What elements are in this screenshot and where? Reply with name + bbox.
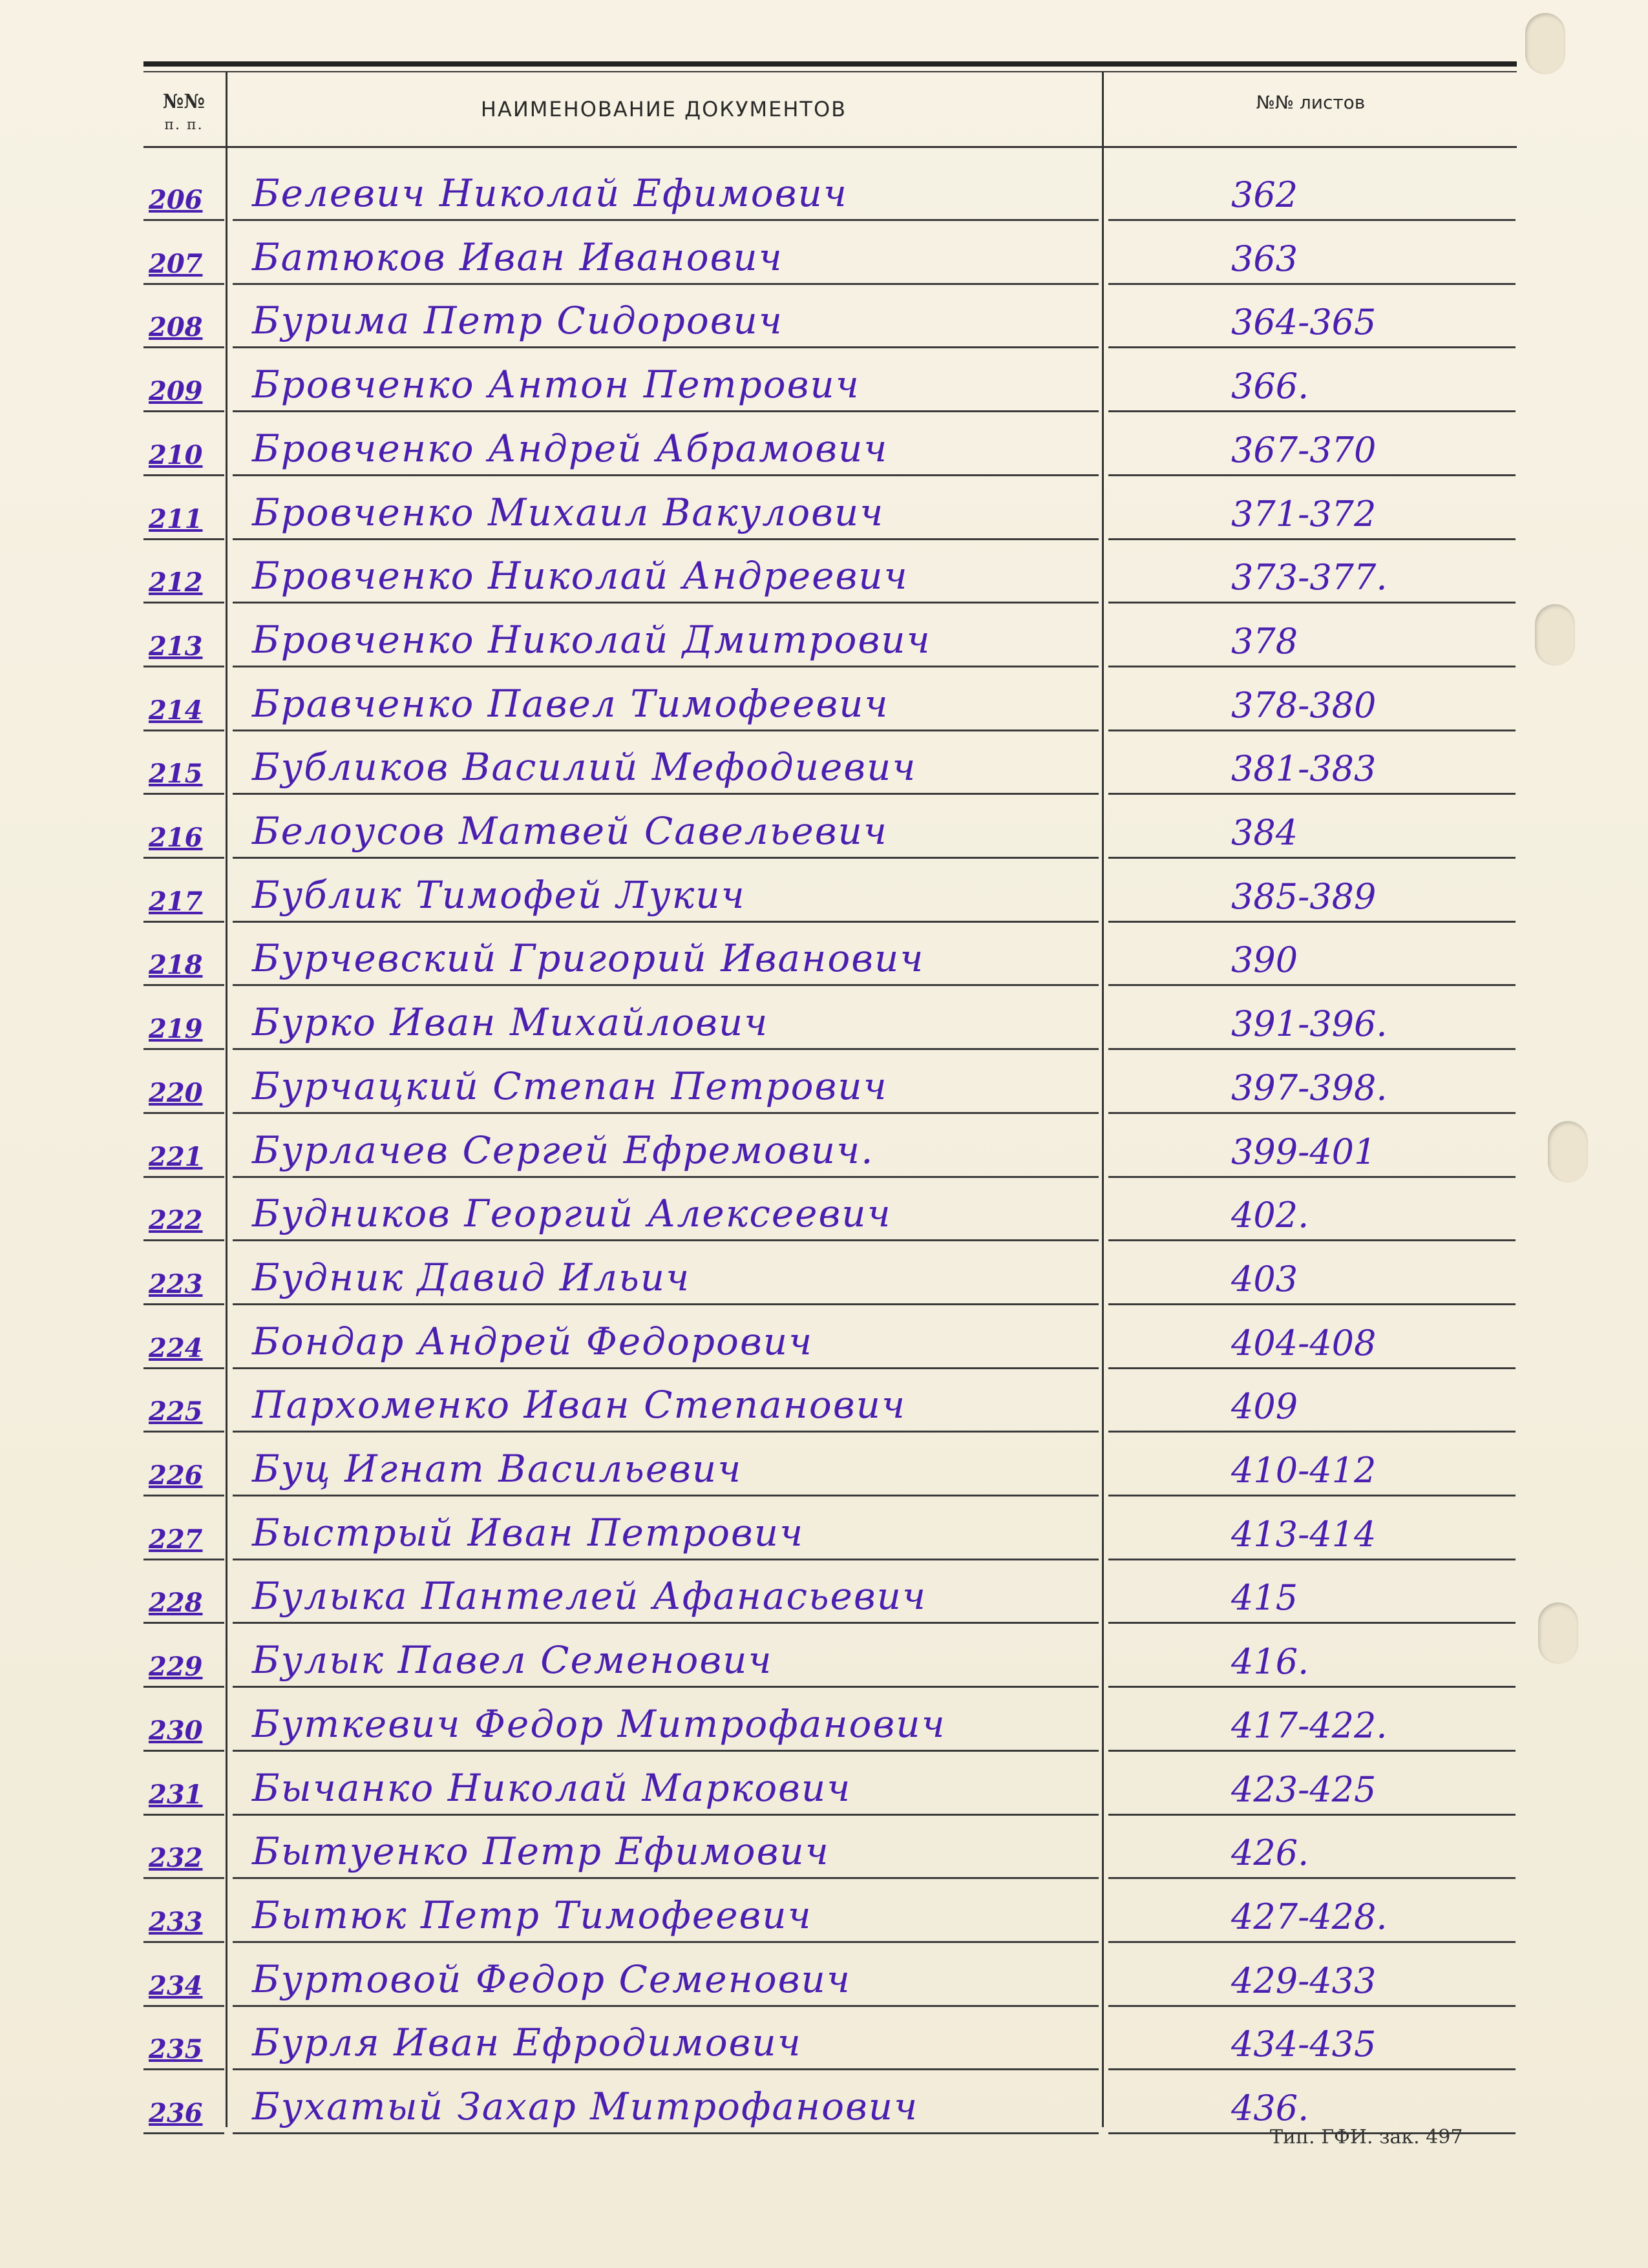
document-name-text: Бытюк Петр Тимофеевич (252, 1893, 812, 1937)
punch-hole (1538, 1602, 1578, 1664)
row-number (143, 1500, 224, 1560)
sheet-numbers-text: 385-389 (1231, 876, 1377, 917)
sheet-numbers-text: 366. (1231, 366, 1309, 407)
row-number (143, 1372, 224, 1433)
header-title-column: НАИМЕНОВАНИЕ ДОКУМЕНТОВ (480, 97, 847, 121)
list-row (0, 155, 1648, 227)
sheet-numbers (1108, 225, 1516, 285)
header-sheets-column: №№ листов (1256, 92, 1366, 113)
row-number (143, 1756, 224, 1816)
sheet-numbers (1108, 1118, 1516, 1178)
row-number-text: 225 (149, 1396, 203, 1427)
sheet-numbers-text: 378 (1231, 620, 1298, 662)
sheet-numbers (1108, 1947, 1516, 2007)
row-number (143, 1054, 224, 1114)
list-row (0, 1175, 1648, 1248)
row-number-text: 212 (149, 567, 203, 598)
row-number-text: 231 (149, 1779, 203, 1810)
row-number (143, 1436, 224, 1496)
document-name (233, 607, 1099, 667)
list-row (0, 1877, 1648, 1949)
document-name (233, 543, 1099, 604)
document-name-text: Бубликов Василий Мефодиевич (252, 745, 917, 790)
document-name-text: Бурко Иван Михайлович (252, 1000, 769, 1045)
sheet-numbers-text: 426. (1231, 1832, 1309, 1874)
sheet-numbers (1108, 1628, 1516, 1688)
list-row (0, 1048, 1648, 1120)
header-number-label: №№ (162, 90, 206, 113)
list-row (0, 666, 1648, 738)
row-number (143, 1947, 224, 2007)
sheet-numbers-text: 378-380 (1231, 684, 1377, 726)
document-name (233, 671, 1099, 731)
top-rule-thin (143, 71, 1517, 72)
row-number-text: 206 (149, 185, 203, 215)
list-row (0, 2004, 1648, 2077)
document-name-text: Бурчацкий Степан Петрович (252, 1064, 888, 1108)
document-name-text: Буц Игнат Васильевич (252, 1447, 743, 1491)
sheet-numbers-text: 367-370 (1231, 429, 1377, 470)
row-number (143, 2010, 224, 2070)
document-name-text: Будник Давид Ильич (252, 1255, 691, 1299)
document-name (233, 225, 1099, 285)
row-number (143, 735, 224, 795)
row-number-text: 230 (149, 1715, 203, 1746)
row-number (143, 671, 224, 731)
document-name-text: Белоусов Матвей Савельевич (252, 809, 888, 853)
document-name (233, 480, 1099, 540)
list-row (0, 1112, 1648, 1184)
document-name (233, 735, 1099, 795)
sheet-numbers (1108, 1500, 1516, 1560)
sheet-numbers (1108, 1181, 1516, 1241)
document-name (233, 1947, 1099, 2007)
document-name-text: Пархоменко Иван Степанович (252, 1383, 907, 1427)
row-number (143, 2074, 224, 2134)
sheet-numbers-text: 364-365 (1231, 302, 1377, 343)
sheet-numbers (1108, 1054, 1516, 1114)
list-row (0, 1367, 1648, 1439)
sheet-numbers (1108, 1372, 1516, 1433)
punch-hole (1525, 13, 1565, 74)
document-name (233, 1181, 1099, 1241)
document-name-text: Булыка Пантелей Афанасьевич (252, 1574, 927, 1619)
document-name-text: Бондар Андрей Федорович (252, 1319, 814, 1363)
document-name-text: Бурля Иван Ефродимович (252, 2021, 802, 2065)
sheet-numbers (1108, 799, 1516, 859)
sheet-numbers-text: 427-428. (1231, 1896, 1388, 1937)
header-rule (143, 146, 1517, 148)
document-name-text: Бровченко Михаил Вакулович (252, 490, 885, 534)
row-number-text: 223 (149, 1268, 203, 1299)
sheet-numbers (1108, 990, 1516, 1050)
document-name (233, 2010, 1099, 2070)
document-name (233, 926, 1099, 986)
row-number-text: 219 (149, 1014, 203, 1045)
row-number-text: 234 (149, 1970, 203, 2001)
sheet-numbers (1108, 1245, 1516, 1305)
top-rule (143, 61, 1517, 67)
row-number-text: 222 (149, 1205, 203, 1236)
punch-hole (1548, 1121, 1588, 1182)
document-name-text: Бухатый Захар Митрофанович (252, 2084, 919, 2128)
row-number-text: 232 (149, 1843, 203, 1874)
row-number (143, 990, 224, 1050)
sheet-numbers-text: 429-433 (1231, 1960, 1377, 2001)
row-number-text: 211 (149, 503, 203, 534)
list-row (0, 920, 1648, 992)
sheet-numbers (1108, 1756, 1516, 1816)
document-name-text: Батюков Иван Иванович (252, 235, 783, 279)
sheet-numbers-text: 381-383 (1231, 748, 1377, 790)
document-name (233, 1245, 1099, 1305)
sheet-numbers (1108, 352, 1516, 412)
document-name (233, 1692, 1099, 1752)
sheet-numbers-text: 436. (1231, 2088, 1309, 2128)
sheet-numbers (1108, 926, 1516, 986)
row-number-text: 221 (149, 1141, 203, 1172)
list-row (0, 1941, 1648, 2013)
list-row (0, 1558, 1648, 1630)
row-number (143, 1564, 224, 1624)
sheet-numbers (1108, 288, 1516, 348)
list-row (0, 1686, 1648, 1758)
document-name-text: Бычанко Николай Маркович (252, 1765, 852, 1810)
row-number-text: 228 (149, 1588, 203, 1619)
document-name (233, 990, 1099, 1050)
row-number (143, 607, 224, 667)
row-number (143, 543, 224, 604)
row-number-text: 218 (149, 950, 203, 981)
row-number-text: 235 (149, 2034, 203, 2065)
document-name-text: Бровченко Антон Петрович (252, 362, 860, 407)
list-row (0, 984, 1648, 1056)
document-name (233, 1118, 1099, 1178)
list-row (0, 538, 1648, 610)
row-number (143, 416, 224, 476)
sheet-numbers-text: 399-401 (1231, 1131, 1377, 1172)
document-name (233, 352, 1099, 412)
list-row (0, 1239, 1648, 1312)
row-number-text: 210 (149, 439, 203, 470)
list-row (0, 219, 1648, 291)
document-name-text: Бурима Петр Сидорович (252, 299, 783, 343)
sheet-numbers (1108, 1883, 1516, 1943)
punch-hole (1535, 604, 1575, 666)
sheet-numbers (1108, 1819, 1516, 1879)
row-number (143, 1819, 224, 1879)
row-number-text: 215 (149, 759, 203, 790)
row-number-text: 217 (149, 886, 203, 917)
document-name (233, 1309, 1099, 1369)
sheet-numbers-text: 409 (1231, 1386, 1298, 1427)
row-number-text: 226 (149, 1460, 203, 1491)
row-number (143, 799, 224, 859)
sheet-numbers-text: 413-414 (1231, 1513, 1377, 1555)
sheet-numbers-text: 402. (1231, 1195, 1309, 1236)
document-name (233, 1500, 1099, 1560)
sheet-numbers (1108, 863, 1516, 923)
list-row (0, 1495, 1648, 1567)
row-number-text: 207 (149, 248, 203, 279)
sheet-numbers-text: 373-377. (1231, 557, 1388, 598)
sheet-numbers (1108, 607, 1516, 667)
sheet-numbers-text: 416. (1231, 1641, 1309, 1683)
sheet-numbers (1108, 1692, 1516, 1752)
sheet-numbers-text: 415 (1231, 1577, 1298, 1619)
row-number-text: 236 (149, 2098, 203, 2128)
row-number (143, 1309, 224, 1369)
row-number (143, 1118, 224, 1178)
list-row (0, 1431, 1648, 1503)
document-name-text: Бровченко Николай Андреевич (252, 554, 909, 598)
document-name-text: Буткевич Федор Митрофанович (252, 1701, 946, 1746)
document-name (233, 1819, 1099, 1879)
row-number-text: 213 (149, 631, 203, 662)
row-number (143, 288, 224, 348)
row-number-text: 220 (149, 1077, 203, 1108)
sheet-numbers-text: 417-422. (1231, 1705, 1388, 1746)
document-name (233, 799, 1099, 859)
sheet-numbers (1108, 480, 1516, 540)
row-number (143, 480, 224, 540)
row-number-text: 208 (149, 312, 203, 343)
row-number (143, 1628, 224, 1688)
sheet-numbers-text: 397-398. (1231, 1067, 1388, 1108)
document-name (233, 288, 1099, 348)
sheet-numbers-text: 390 (1231, 940, 1298, 981)
row-number (143, 352, 224, 412)
document-name-text: Бровченко Андрей Абрамович (252, 426, 889, 470)
document-name-text: Белевич Николай Ефимович (252, 171, 848, 215)
list-row (0, 1303, 1648, 1376)
sheet-numbers-text: 404-408 (1231, 1322, 1377, 1363)
document-name (233, 1628, 1099, 1688)
document-name (233, 2074, 1099, 2134)
document-name-text: Бурлачев Сергей Ефремович. (252, 1128, 874, 1172)
row-number (143, 1692, 224, 1752)
document-name (233, 1372, 1099, 1433)
list-row (0, 282, 1648, 355)
row-number-text: 216 (149, 823, 203, 853)
sheet-numbers (1108, 1309, 1516, 1369)
sheet-numbers (1108, 416, 1516, 476)
document-name (233, 1883, 1099, 1943)
document-name-text: Бытуенко Петр Ефимович (252, 1829, 830, 1874)
list-row (0, 346, 1648, 419)
sheet-numbers (1108, 543, 1516, 604)
sheet-numbers (1108, 161, 1516, 221)
list-row (0, 729, 1648, 801)
document-name-text: Буртовой Федор Семенович (252, 1957, 851, 2001)
row-number-text: 229 (149, 1652, 203, 1683)
sheet-numbers-text: 403 (1231, 1258, 1298, 1299)
document-name-text: Бублик Тимофей Лукич (252, 872, 746, 917)
sheet-numbers (1108, 735, 1516, 795)
list-row (0, 602, 1648, 674)
sheet-numbers-text: 391-396. (1231, 1003, 1388, 1045)
list-row (0, 1813, 1648, 1885)
sheet-numbers-text: 410-412 (1231, 1450, 1377, 1491)
document-name-text: Бурчевский Григорий Иванович (252, 936, 925, 981)
row-number-text: 214 (149, 695, 203, 726)
sheet-numbers-text: 362 (1231, 174, 1298, 215)
row-number (143, 863, 224, 923)
row-number-text: 209 (149, 376, 203, 407)
sheet-numbers (1108, 2010, 1516, 2070)
sheet-numbers-text: 423-425 (1231, 1769, 1377, 1810)
row-number-text: 233 (149, 1906, 203, 1937)
row-number (143, 161, 224, 221)
sheet-numbers-text: 371-372 (1231, 493, 1377, 534)
sheet-numbers (1108, 671, 1516, 731)
document-name-text: Быстрый Иван Петрович (252, 1510, 805, 1555)
document-name-text: Булык Павел Семенович (252, 1638, 773, 1683)
sheet-numbers (1108, 1436, 1516, 1496)
row-number (143, 225, 224, 285)
sheet-numbers-text: 434-435 (1231, 2024, 1377, 2065)
list-row (0, 857, 1648, 929)
document-name (233, 1054, 1099, 1114)
printer-imprint: Тип. ГФИ. зак. 497 (1270, 2126, 1463, 2148)
list-row (0, 1750, 1648, 1822)
document-name (233, 1756, 1099, 1816)
header-number-sublabel: п. п. (164, 117, 204, 133)
row-number (143, 1181, 224, 1241)
sheet-numbers (1108, 1564, 1516, 1624)
sheet-numbers-text: 363 (1231, 238, 1298, 279)
document-name (233, 161, 1099, 221)
list-row (0, 474, 1648, 547)
list-row (0, 410, 1648, 483)
document-name (233, 863, 1099, 923)
row-number-text: 227 (149, 1524, 203, 1555)
row-number (143, 1245, 224, 1305)
document-name-text: Будников Георгий Алексеевич (252, 1192, 892, 1236)
row-number (143, 1883, 224, 1943)
header-number-column (143, 90, 224, 133)
document-name-text: Бровченко Николай Дмитрович (252, 617, 931, 662)
list-row (0, 793, 1648, 865)
document-name-text: Бравченко Павел Тимофеевич (252, 681, 889, 726)
document-name (233, 1436, 1099, 1496)
row-number (143, 926, 224, 986)
row-number-text: 224 (149, 1332, 203, 1363)
list-row (0, 1622, 1648, 1694)
document-name (233, 1564, 1099, 1624)
sheet-numbers-text: 384 (1231, 812, 1298, 853)
document-name (233, 416, 1099, 476)
